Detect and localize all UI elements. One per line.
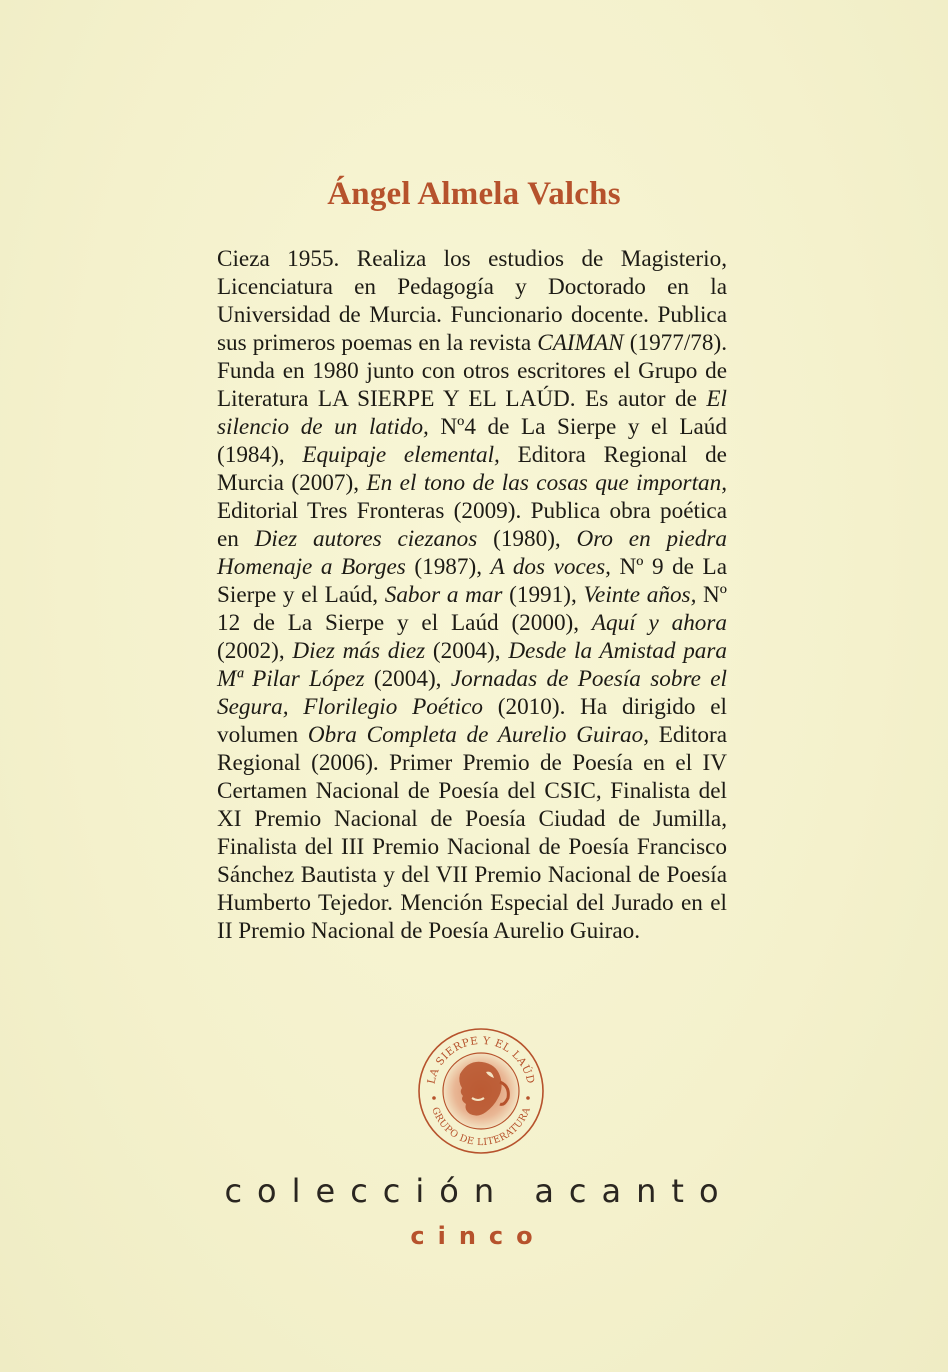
- bio-text: (1977/78). Funda en 1980 junto con otros escritores el Grupo de Literatura LA SIERPE Y EL LAÚD. Es autor de: [217, 330, 727, 413]
- bio-title-italic: Diez más diez: [292, 638, 426, 665]
- bio-title-italic: Obra Completa de Aurelio Guirao,: [307, 722, 649, 749]
- bio-text: Nº 9 de La Sierpe y el Laúd,: [217, 554, 727, 609]
- bio-text: (2010). Ha dirigido el volumen: [217, 694, 727, 749]
- seal-text-top: LA SIERPE Y EL LAÚD: [425, 1034, 537, 1086]
- collection-title: colección acanto: [224, 1172, 734, 1210]
- collection-number: cinco: [410, 1222, 546, 1250]
- bio-title-italic: Sabor a mar: [384, 582, 503, 609]
- bio-title-italic: En el tono de las cosas que importan,: [366, 470, 727, 497]
- bio-title-italic: Equipaje elemental,: [302, 442, 500, 469]
- bio-title-italic: Aquí y ahora: [591, 610, 728, 637]
- bio-text: Editorial Tres Fronteras (2009). Publica obra poética en: [217, 498, 727, 553]
- bio-title-italic: Oro en piedra Homenaje a Borges: [217, 526, 727, 581]
- bio-text: Cieza 1955. Realiza los estudios de Magisterio, Licenciatura en Pedagogía y Doctorado en la Universidad de Murcia. Funcionario docente. Publica sus primeros poemas en la revista: [217, 246, 727, 357]
- bio-text: Editora Regional (2006). Primer Premio de Poesía en el IV Certamen Nacional de Poesía del CSIC, Finalista del XI Premio Nacional de Poesía Ciudad de Jumilla, Finalista del III Premio Nacional de Poesía Francisco Sánchez Bautista y del VII Premio Nacional de Poesía Humberto Tejedor. Mención Especial del Jurado en el II Premio Nacional de Poesía Aurelio Guirao.: [217, 722, 728, 945]
- bio-text: Editora Regional de Murcia (2007),: [217, 442, 727, 497]
- bio-text: Nº4 de La Sierpe y el Laúd (1984),: [217, 414, 727, 469]
- bio-text: (1980),: [477, 526, 577, 553]
- publisher-seal-icon: [416, 1026, 546, 1156]
- bio-text: (2004),: [425, 638, 509, 665]
- bio-text: (1987),: [405, 554, 491, 581]
- bio-text: (1991),: [502, 582, 584, 609]
- author-name: Ángel Almela Valchs: [327, 176, 621, 212]
- bio-title-italic: Diez autores ciezanos: [254, 526, 478, 553]
- bio-title-italic: Desde la Amistad para Mª Pilar López: [217, 638, 727, 693]
- bio-text: Nº 12 de La Sierpe y el Laúd (2000),: [217, 582, 727, 637]
- bio-title-italic: CAIMAN: [537, 330, 624, 357]
- bio-text: (2004),: [364, 666, 451, 693]
- bio-title-italic: A dos voces,: [490, 554, 611, 581]
- bio-title-italic: Veinte años,: [583, 582, 697, 609]
- bio-title-italic: Jornadas de Poesía sobre el Segura, Florilegio Poético: [217, 666, 727, 721]
- bio-title-italic: El silencio de un latido,: [217, 386, 727, 441]
- author-biography: [217, 245, 727, 945]
- bio-text: (2002),: [217, 638, 293, 665]
- seal-text-bottom: GRUPO DE LITERATURA: [429, 1105, 533, 1149]
